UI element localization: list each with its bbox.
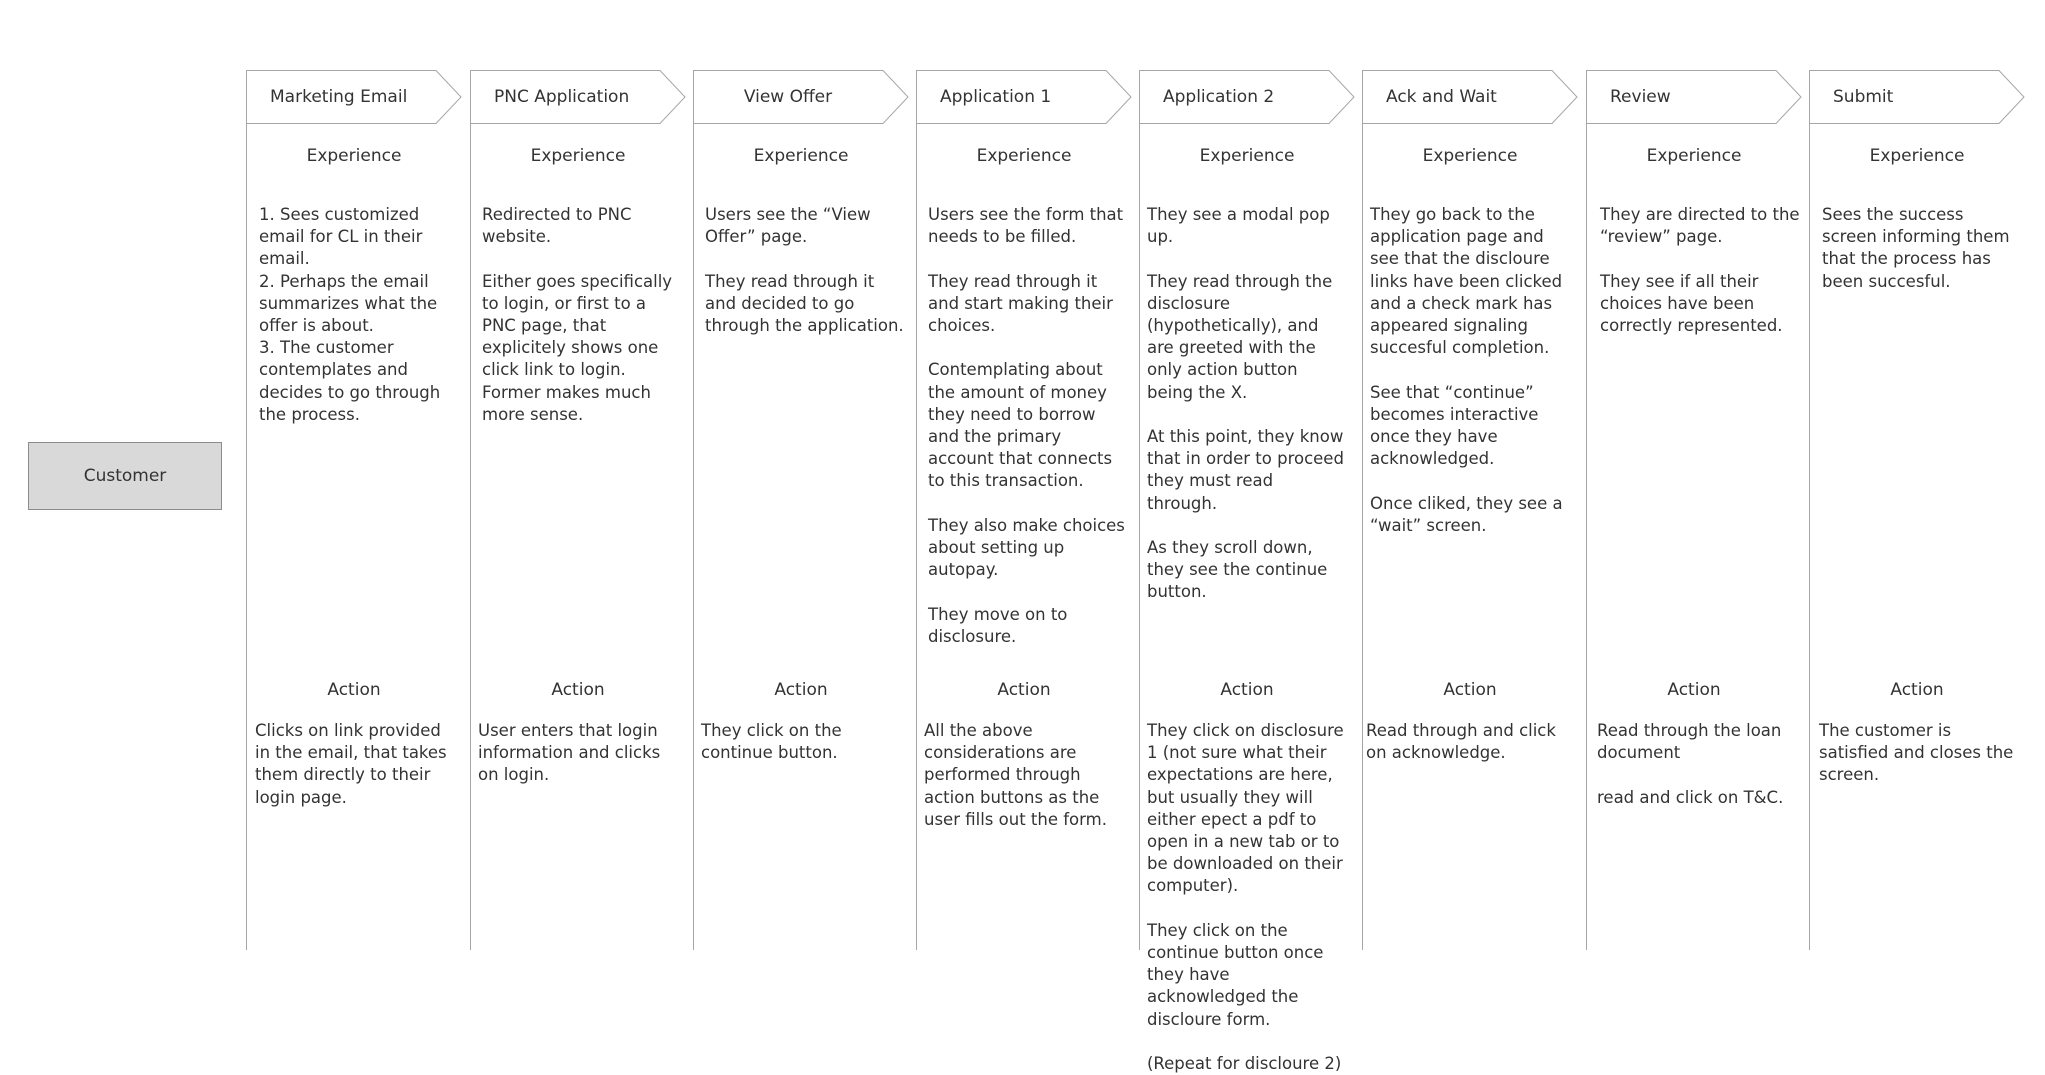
column-divider (1362, 124, 1363, 950)
experience-text-view-offer: Users see the “View Offer” page. They read through it and decided to go through the application. (705, 205, 904, 336)
stage-arrow-view-offer (693, 70, 909, 124)
stage-arrow-submit (1809, 70, 2025, 124)
column-divider (693, 124, 694, 950)
experience-label: Experience (1422, 146, 1518, 166)
stage-arrow-review (1586, 70, 1802, 124)
action-text-review: Read through the loan document read and click on T&C. (1597, 721, 1784, 807)
action-text-submit: The customer is satisfied and closes the screen. (1819, 721, 2014, 785)
action-text-application-1: All the above considerations are performed through action buttons as the user fills out the form. (924, 721, 1107, 829)
experience-text-submit: Sees the success screen informing them that the process has been succesful. (1822, 205, 2010, 291)
experience-text-pnc-application: Redirected to PNC website. Either goes specifically to login, or first to a PNC page, that explicitely shows one click link to login. Former makes much more sense. (482, 205, 673, 424)
stage-title: View Offer (743, 87, 833, 107)
action-text-pnc-application: User enters that login information and clicks on login. (478, 721, 661, 785)
column-divider (1139, 124, 1140, 950)
stage-arrow-pnc-application (470, 70, 686, 124)
actor-customer (28, 442, 222, 510)
action-label: Action (1220, 680, 1274, 700)
stage-arrow-ack-and-wait (1362, 70, 1578, 124)
action-text-application-2: They click on disclosure 1 (not sure what their expectations are here, but usually they will either epect a pdf to open in a new tab or to be downloaded on their computer). They click on the continue button once they have acknowledged the discloure form. (Repeat for discloure 2) (1147, 721, 1344, 1074)
action-label: Action (774, 680, 828, 700)
column-divider (470, 124, 471, 950)
action-label: Action (551, 680, 605, 700)
experience-label: Experience (1869, 146, 1965, 166)
action-label: Action (327, 680, 381, 700)
stage-title: PNC Application (494, 87, 630, 107)
experience-label: Experience (530, 146, 626, 166)
stage-title: Application 1 (940, 87, 1052, 107)
column-divider (1586, 124, 1587, 950)
actor-label: Customer (83, 466, 167, 486)
experience-label: Experience (753, 146, 849, 166)
column-divider (1809, 124, 1810, 950)
stage-arrow-marketing-email (246, 70, 462, 124)
stage-title: Submit (1833, 87, 1894, 107)
stage-title: Application 2 (1163, 87, 1275, 107)
stage-title: Ack and Wait (1386, 87, 1497, 107)
stage-arrow-application-1 (916, 70, 1132, 124)
action-text-marketing-email: Clicks on link provided in the email, that takes them directly to their login page. (255, 721, 447, 807)
stage-title: Marketing Email (270, 87, 408, 107)
experience-text-ack-and-wait: They go back to the application page and see that the discloure links have been clicked and a check mark has appeared signaling succesful completion. See that “continue” becomes interactive once they have acknowledged. Once cliked, they see a “wait” screen. (1370, 205, 1563, 535)
action-label: Action (997, 680, 1051, 700)
experience-label: Experience (1646, 146, 1742, 166)
stage-arrow-application-2 (1139, 70, 1355, 124)
experience-text-application-2: They see a modal pop up. They read through the disclosure (hypothetically), and are greeted with the only action button being the X. At this point, they know that in order to proceed they must read through. As they scroll down, they see the continue button. (1147, 205, 1344, 602)
column-divider (246, 124, 247, 950)
stage-title: Review (1610, 87, 1671, 107)
action-label: Action (1890, 680, 1944, 700)
experience-text-application-1: Users see the form that needs to be filled. They read through it and start making their choices. Contemplating about the amount of money they need to borrow and the primary account that connects to this transaction. They also make choices about setting up autopay. They move on to disclosure. (928, 205, 1125, 646)
column-divider (916, 124, 917, 950)
action-text-ack-and-wait: Read through and click on acknowledge. (1366, 721, 1556, 763)
action-text-view-offer: They click on the continue button. (701, 721, 842, 763)
experience-label: Experience (306, 146, 402, 166)
experience-label: Experience (1199, 146, 1295, 166)
action-label: Action (1667, 680, 1721, 700)
action-label: Action (1443, 680, 1497, 700)
experience-text-review: They are directed to the “review” page. They see if all their choices have been correctly represented. (1600, 205, 1800, 336)
experience-label: Experience (976, 146, 1072, 166)
experience-text-marketing-email: 1. Sees customized email for CL in their email. 2. Perhaps the email summarizes what the offer is about. 3. The customer contemplates and decides to go through the process. (259, 205, 441, 424)
